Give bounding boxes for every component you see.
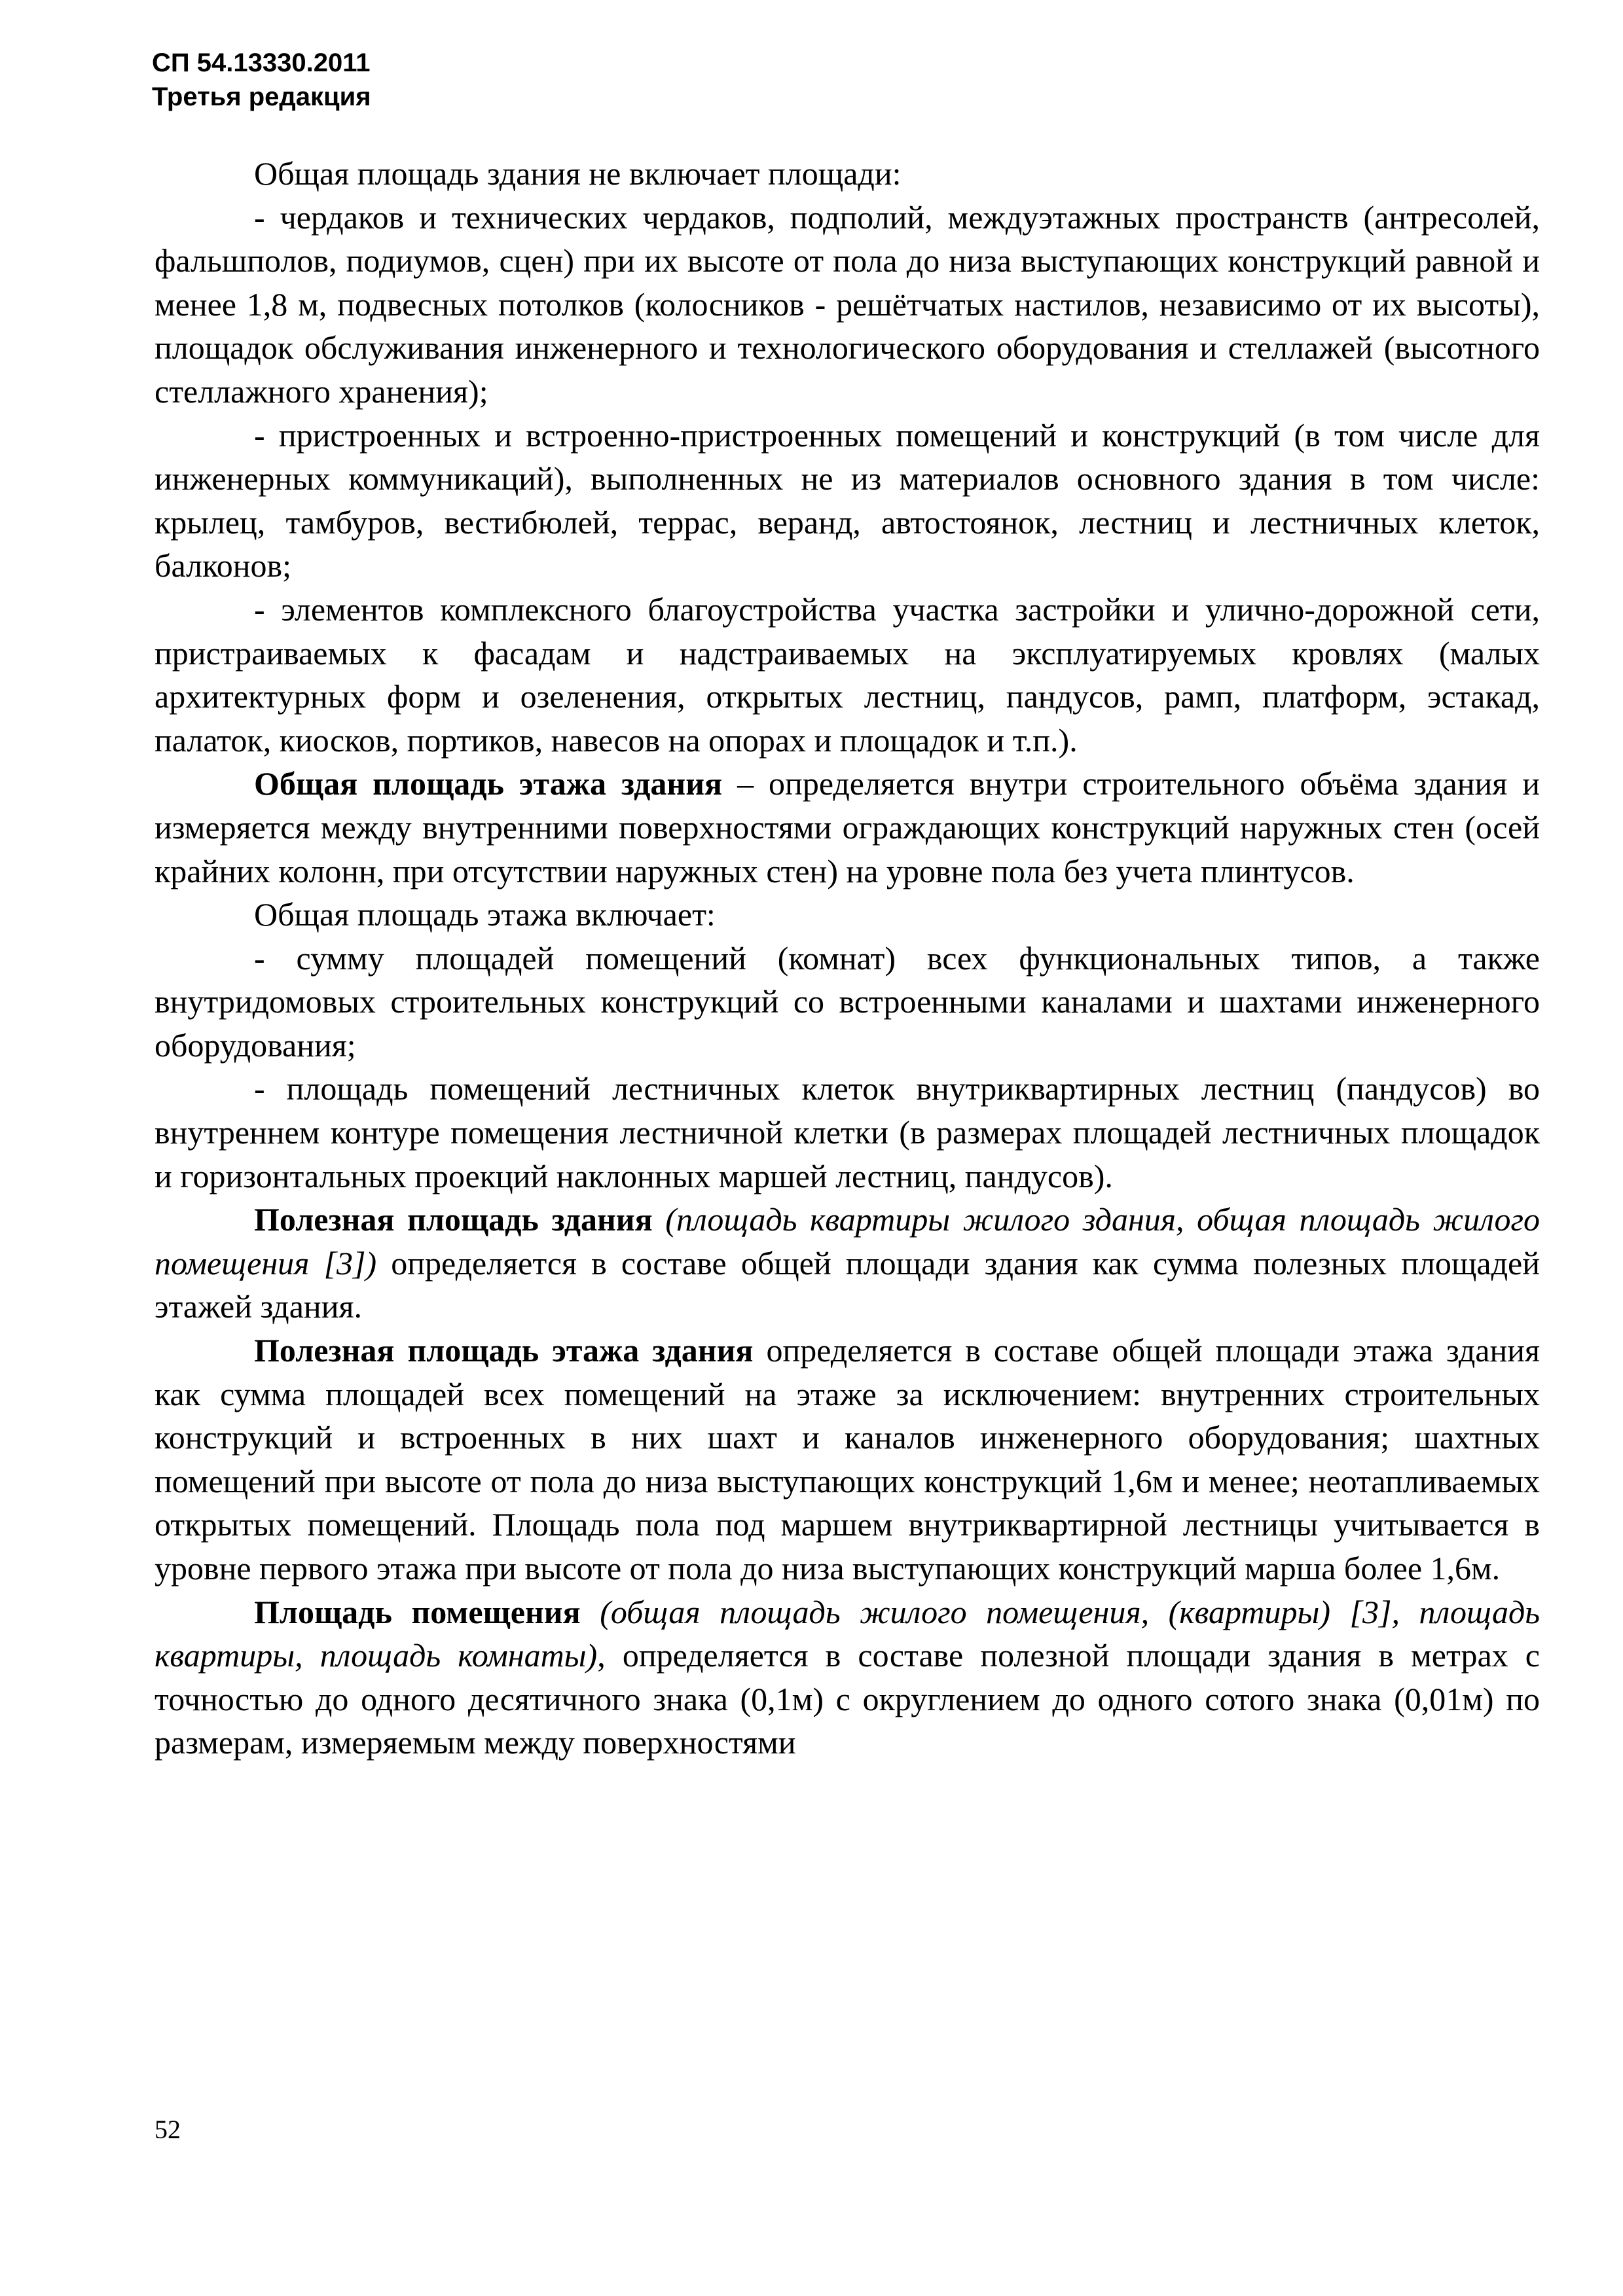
paragraph: Общая площадь этажа включает:	[254, 896, 716, 933]
body-text	[155, 152, 1540, 1765]
paragraph: Общая площадь здания не включает площади:	[254, 155, 902, 192]
paragraph-definition	[155, 762, 1540, 893]
definition-text: определяется в составе общей площади здания как сумма полезных площадей этажей здания.	[155, 1244, 1540, 1325]
paragraph-definition	[155, 1590, 1540, 1765]
definition-text: – определяется внутри строительного объёма здания и измеряется между внутренними поверхностями ограждающих конструкций наружных стен (осей крайних колонн, при отсутствии наружных стен) на уровне пола без учета плинтусов.	[155, 765, 1540, 889]
document-edition: Третья редакция	[152, 82, 371, 111]
defined-term: Полезная площадь этажа здания	[254, 1332, 754, 1369]
page-header	[152, 46, 371, 114]
definition-text: определяется в составе общей площади этажа здания как сумма площадей всех помещений на этаже за исключением: внутренних строительных конструкций и встроенных в них шахт и каналов инженерного оборудования; шахтных помещений при высоте от пола до низа выступающих конструкций 1,6м и менее; неотапливаемых открытых помещений. Площадь пола под маршем внутриквартирной лестницы учитывается в уровне первого этажа при высоте от пола до низа выступающих конструкций марша более 1,6м.	[155, 1332, 1541, 1587]
term-synonyms: (общая площадь жилого помещения, (квартиры) [3], площадь квартиры, площадь комнаты)	[155, 1593, 1540, 1674]
term-synonyms: (площадь квартиры жилого здания, общая площадь жилого помещения [3])	[155, 1201, 1541, 1282]
paragraph-definition	[155, 1329, 1540, 1590]
paragraph: - площадь помещений лестничных клеток внутриквартирных лестниц (пандусов) во внутреннем контуре помещения лестничной клетки (в размерах площадей лестничных площадок и горизонтальных проекций наклонных маршей лестниц, пандусов).	[155, 1070, 1540, 1194]
document-code: СП 54.13330.2011	[152, 48, 371, 77]
defined-term: Общая площадь этажа здания	[254, 765, 723, 802]
paragraph-definition	[155, 1198, 1540, 1329]
paragraph: - чердаков и технических чердаков, подполий, междуэтажных пространств (антресолей, фальшполов, подиумов, сцен) при их высоте от пола до низа выступающих конструкций равной и менее 1,8 м, подвесных потолков (колосников - решётчатых настилов, независимо от их высоты), площадок обслуживания инженерного и технологического оборудования и стеллажей (высотного стеллажного хранения);	[155, 198, 1540, 410]
paragraph: - элементов комплексного благоустройства участка застройки и улично-дорожной сети, пристраиваемых к фасадам и надстраиваемых на эксплуатируемых кровлях (малых архитектурных форм и озеленения, открытых лестниц, пандусов, рамп, платформ, эстакад, палаток, киосков, портиков, навесов на опорах и площадок и т.п.).	[155, 590, 1540, 759]
defined-term: Площадь помещения	[254, 1593, 581, 1630]
defined-term: Полезная площадь здания	[254, 1201, 653, 1238]
definition-text: , определяется в составе полезной площади здания в метрах с точностью до одного десятичного знака (0,1м) с округлением до одного сотого знака (0,01м) по размерам, измеряемым между поверхностями	[155, 1637, 1540, 1761]
page-number: 52	[155, 2115, 181, 2144]
paragraph: - сумму площадей помещений (комнат) всех функциональных типов, а также внутридомовых строительных конструкций со встроенными каналами и шахтами инженерного оборудования;	[155, 939, 1540, 1064]
paragraph: - пристроенных и встроенно-пристроенных помещений и конструкций (в том числе для инженерных коммуникаций), выполненных не из материалов основного здания в том числе: крылец, тамбуров, вестибюлей, террас, веранд, автостоянок, лестниц и лестничных клеток, балконов;	[155, 416, 1540, 584]
